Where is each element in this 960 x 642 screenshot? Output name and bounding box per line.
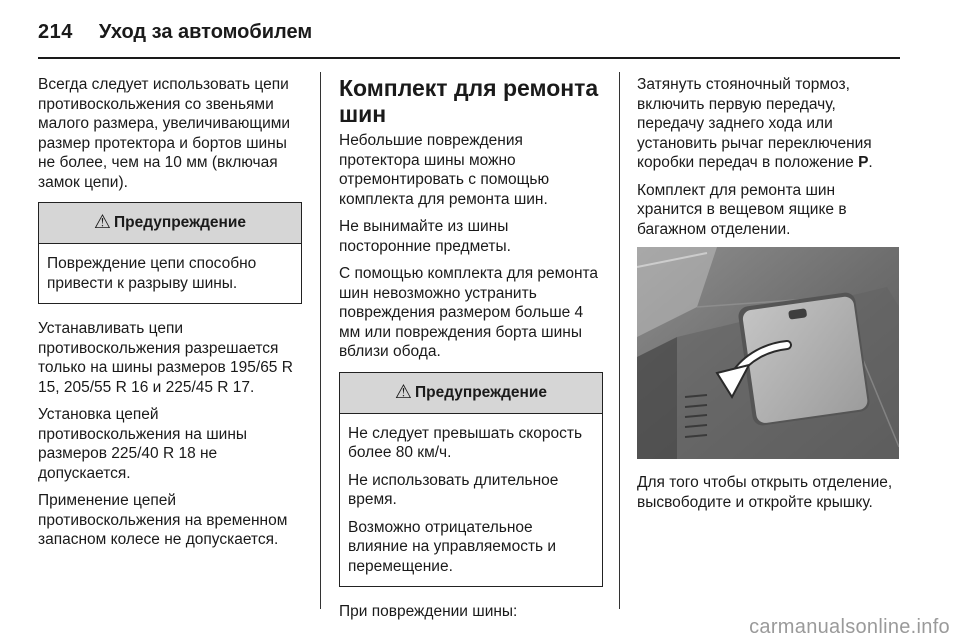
paragraph: Устанавливать цепи противоскольжения разрешается только на шины размеров 195/65 R 15, 205/55 R 16 и 225/45 R 17. [38,320,293,396]
paragraph: Всегда следует использовать цепи противоскольжения со звеньями малого размера, увеличивающими размер протектора и бортов шины не более, чем на 10 мм (включая замок цепи). [38,76,291,191]
warning-box [38,202,302,304]
trunk-compartment-illustration [637,247,899,459]
warning-item: Не следует превышать скорость более 80 км/ч. [348,424,583,461]
column-3 [637,75,901,520]
warning-title: Предупреждение [414,383,548,401]
paragraph: Для того чтобы открыть отделение, высвободите и откройте крышку. [637,474,893,511]
warning-icon: ⚠ [93,212,111,234]
paragraph: С помощью комплекта для ремонта шин невозможно устранить повреждения размером больше 4 мм или повреждения борта шины вблизи обода. [339,265,599,360]
paragraph: Затянуть стояночный тормоз, включить первую передачу, передачу заднего хода или установить рычаг переключения коробки передач в положение P. [637,76,873,171]
section-title: Комплект для ремонта шин [339,75,599,127]
warning-icon: ⚠ [394,381,412,403]
warning-body [340,414,602,587]
paragraph: Не вынимайте из шины посторонние предметы. [339,218,511,255]
watermark: carmanualsonline.info [749,616,950,638]
column-2 [339,75,603,630]
warning-title: Предупреждение [113,214,247,232]
column-1 [38,75,302,558]
paragraph: Небольшие повреждения протектора шины можно отремонтировать с помощью комплекта для ремонта шин. [339,132,550,208]
paragraph: Применение цепей противоскольжения на временном запасном колесе не допускается. [38,492,288,548]
column-divider-1 [320,72,321,609]
page-number: 214 [38,20,73,43]
page-header [38,14,312,50]
warning-header [340,373,602,414]
chapter-title: Уход за автомобилем [98,20,313,43]
column-divider-2 [619,72,620,609]
warning-box [339,372,603,588]
gear-position: P [858,154,869,171]
warning-header [39,203,301,244]
paragraph: Комплект для ремонта шин хранится в вещевом ящике в багажном отделении. [637,181,847,238]
paragraph: При повреждении шины: [339,603,518,620]
header-divider [38,57,900,59]
warning-item: Не использовать длительное время. [348,471,559,508]
warning-body [39,244,301,303]
paragraph: Установка цепей противоскольжения на шины размеров 225/40 R 18 не допускается. [38,406,248,482]
warning-item: Возможно отрицательное влияние на управляемость и перемещение. [348,518,557,575]
warning-text: Повреждение цепи способно привести к разрыву шины. [47,255,257,292]
